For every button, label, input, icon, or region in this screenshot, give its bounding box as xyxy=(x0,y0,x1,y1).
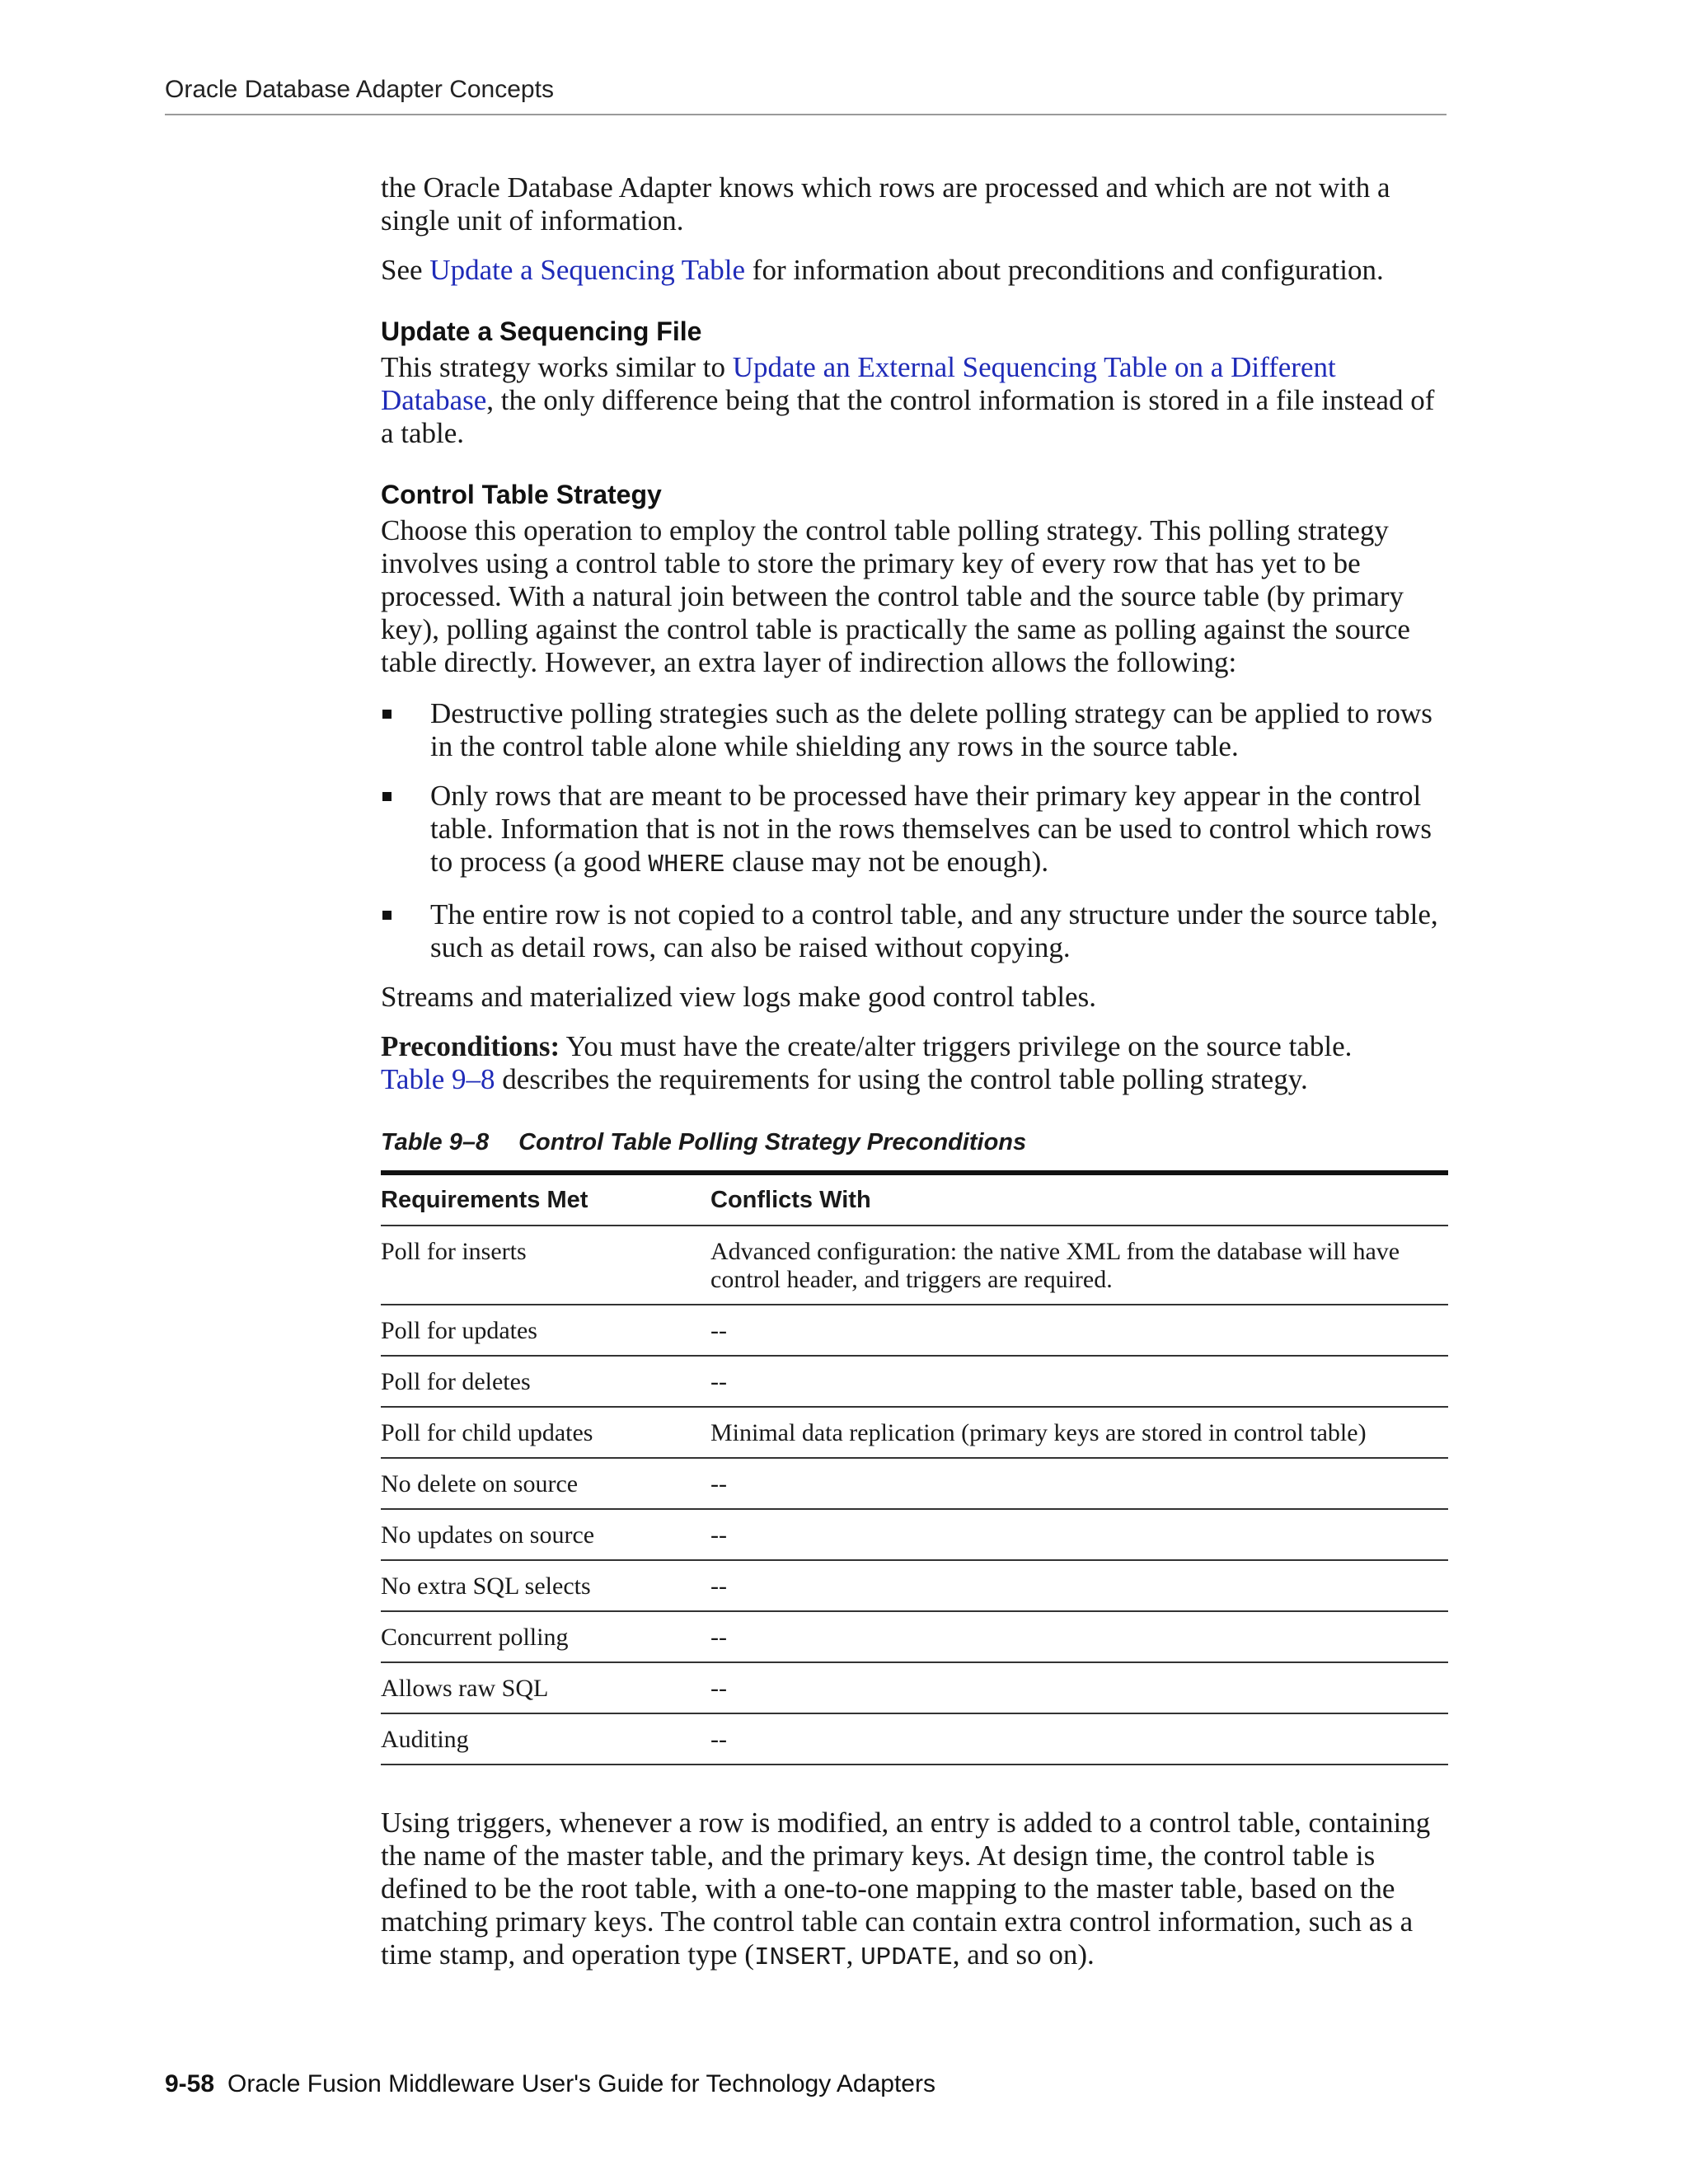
section-heading-control-table: Control Table Strategy xyxy=(381,480,662,509)
streams-paragraph: Streams and materialized view logs make good control tables. xyxy=(381,981,1096,1013)
table-caption: Table 9–8 Control Table Polling Strategy Preconditions xyxy=(381,1129,1027,1155)
table-row: Poll for inserts Advanced configuration: the native XML from the database will have control header, and triggers are required. xyxy=(381,1226,1448,1305)
see-also-paragraph: See Update a Sequencing Table for information about preconditions and configuration. xyxy=(381,254,1384,286)
preconditions-table xyxy=(381,1170,1448,1765)
table-row: Poll for updates -- xyxy=(381,1305,1448,1356)
bullet-icon xyxy=(382,792,392,801)
preconditions-label: Preconditions: xyxy=(381,1030,560,1062)
intro-paragraph: the Oracle Database Adapter knows which rows are processed and which are not with a single unit of information. xyxy=(381,171,1390,237)
table-row: No updates on source -- xyxy=(381,1509,1448,1560)
triggers-paragraph: Using triggers, whenever a row is modified, an entry is added to a control table, containing the name of the master table, and the primary keys. At design time, the control table is defined to be the root table, with a one-to-one mapping to the master table, based on the matching primary keys. The control table can contain extra control information, such as a time stamp, and operation type (INSERT, UPDATE, and so on). xyxy=(381,1807,1431,1972)
page-number: 9-58 xyxy=(165,2070,215,2097)
table-row: Poll for deletes -- xyxy=(381,1356,1448,1407)
list-item: The entire row is not copied to a control table, and any structure under the source table, such as detail rows, can also be raised without copying. xyxy=(381,898,1448,964)
control-table-paragraph: Choose this operation to employ the control table polling strategy. This polling strategy involves using a control table to store the primary key of every row that has yet to be processed. With a natural join between the control table and the source table (by primary key), polling against the control table is practically the same as polling against the source table directly. However, an extra layer of indirection allows the following: xyxy=(381,514,1410,678)
table-row: Allows raw SQL -- xyxy=(381,1662,1448,1713)
code-where: WHERE xyxy=(648,851,725,879)
list-item: Destructive polling strategies such as the delete polling strategy can be applied to rows in the control table alone while shielding any rows in the source table. xyxy=(381,697,1448,763)
advantages-list xyxy=(381,697,1448,964)
table-row: Concurrent polling -- xyxy=(381,1611,1448,1662)
external-sequencing-table-link[interactable]: Update an External Sequencing Table on a Different Database xyxy=(381,351,1336,416)
book-title: Oracle Fusion Middleware User's Guide for Technology Adapters xyxy=(227,2070,935,2097)
table-row: Poll for child updates Minimal data replication (primary keys are stored in control table) xyxy=(381,1407,1448,1458)
bullet-icon xyxy=(382,710,392,719)
running-header: Oracle Database Adapter Concepts xyxy=(165,76,554,103)
table-header-row xyxy=(381,1173,1448,1226)
preconditions-paragraph: Preconditions: You must have the create/alter triggers privilege on the source table. Table 9–8 describes the requirements for using the control table polling strategy. xyxy=(381,1030,1353,1095)
page-content xyxy=(381,171,1448,1975)
page-footer xyxy=(165,2070,935,2098)
table-row: No extra SQL selects -- xyxy=(381,1560,1448,1611)
code-update: UPDATE xyxy=(860,1943,953,1972)
table-row: No delete on source -- xyxy=(381,1458,1448,1509)
section-heading-sequencing-file: Update a Sequencing File xyxy=(381,316,702,346)
header-rule xyxy=(165,114,1447,115)
sequencing-file-paragraph: This strategy works similar to Update an External Sequencing Table on a Different Database, the only difference being that the control information is stored in a file instead of a table. xyxy=(381,351,1435,449)
column-header-conflicts: Conflicts With xyxy=(710,1173,1448,1226)
list-item: Only rows that are meant to be processed have their primary key appear in the control table. Information that is not in the rows themselves can be used to control which rows to process (a good WHERE clause may not be enough). xyxy=(381,780,1448,882)
table-row: Auditing -- xyxy=(381,1713,1448,1765)
code-insert: INSERT xyxy=(753,1943,846,1972)
bullet-icon xyxy=(382,911,392,920)
update-sequencing-table-link[interactable]: Update a Sequencing Table xyxy=(429,254,746,286)
column-header-requirements: Requirements Met xyxy=(381,1173,710,1226)
table-9-8-link[interactable]: Table 9–8 xyxy=(381,1063,495,1095)
